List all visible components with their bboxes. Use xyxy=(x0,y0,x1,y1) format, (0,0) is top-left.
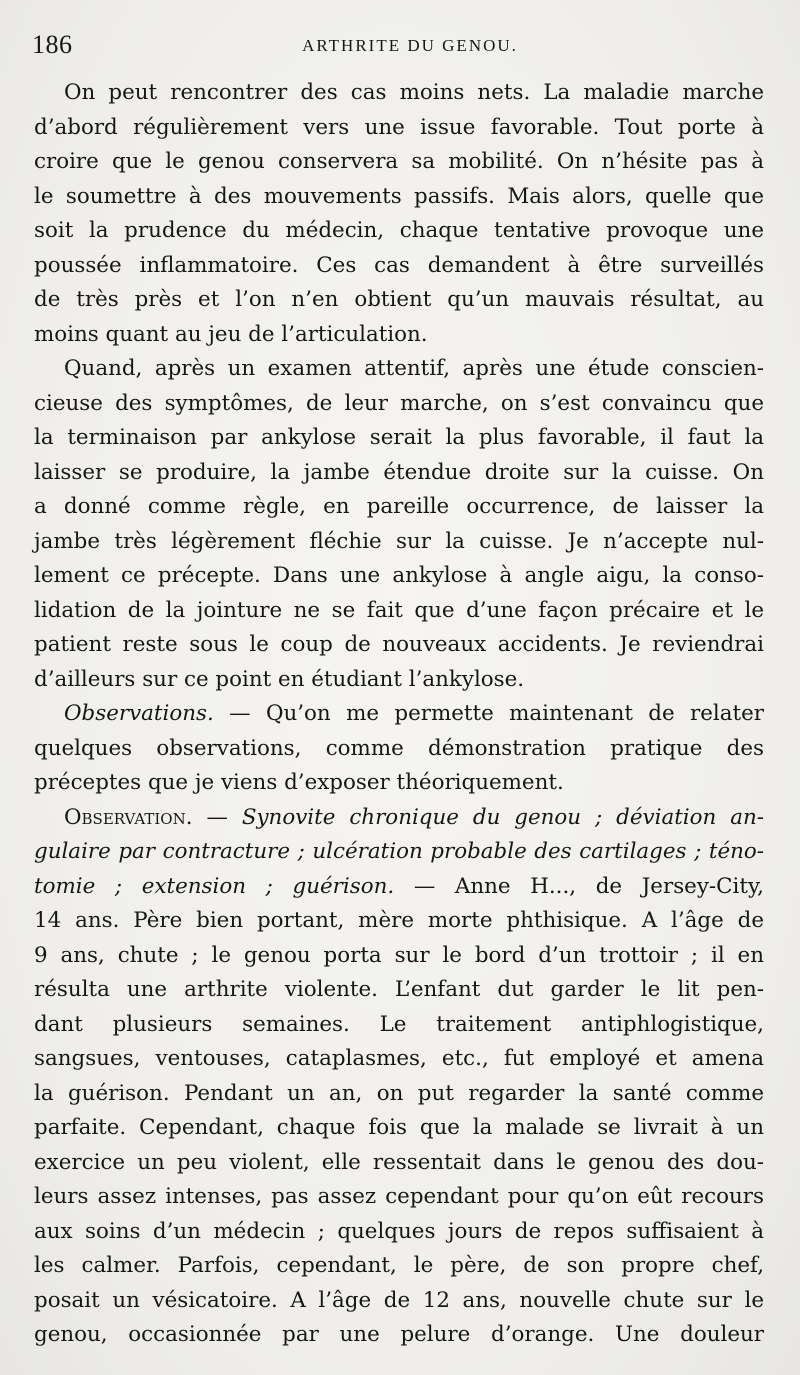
observation-patient: — Anne H..., de Jersey-City, xyxy=(394,873,764,899)
page-number: 186 xyxy=(32,30,73,59)
text-line: dant plusieurs semaines. Le traitement antiphlogistique, xyxy=(34,1011,764,1037)
text-line: exercice un peu violent, elle ressentait dans le genou des dou- xyxy=(34,1149,764,1175)
text-line: la terminaison par ankylose serait la plus favorable, il faut la xyxy=(34,425,764,450)
observations-text: — Qu’on me permette maintenant de relater xyxy=(213,701,764,726)
text-line: croire que le genou conservera sa mobilité. On n’hésite pas à xyxy=(34,149,764,174)
observation-title-end-line xyxy=(34,870,764,905)
text-line: la guérison. Pendant un an, on put regarder la santé comme xyxy=(34,1080,764,1106)
text-line: sangsues, ventouses, cataplasmes, etc., fut employé et amena xyxy=(34,1046,764,1071)
running-head: ARTHRITE DU GENOU. xyxy=(302,36,518,55)
text-line: lement ce précepte. Dans une ankylose à angle aigu, la conso- xyxy=(34,563,764,588)
observation-title-end: tomie ; extension ; guérison. xyxy=(34,873,395,899)
text-line: 14 ans. Père bien portant, mère morte phthisique. A l’âge de xyxy=(34,908,764,933)
text-line: moins quant au jeu de l’articulation. xyxy=(34,321,428,347)
text-line: lidation de la jointure ne se fait que d’une façon précaire et le xyxy=(34,597,764,623)
body-text xyxy=(34,76,764,1353)
text-line: jambe très légèrement fléchie sur la cuisse. Je n’accepte nul- xyxy=(34,528,764,554)
text-line: soit la prudence du médecin, chaque tentative provoque une xyxy=(34,218,764,243)
observation-heading-line xyxy=(34,801,764,836)
text-line: patient reste sous le coup de nouveaux accidents. Je reviendrai xyxy=(34,632,764,657)
text-line: poussée inflammatoire. Ces cas demandent à être surveillés xyxy=(34,252,764,278)
text-line: préceptes que je viens d’exposer théoriquement. xyxy=(34,770,564,795)
text-line: de très près et l’on n’en obtient qu’un mauvais résultat, au xyxy=(34,287,764,312)
text-line: résulta une arthrite violente. L’enfant dut garder le lit pen- xyxy=(34,977,764,1002)
text-line: laisser se produire, la jambe étendue droite sur la cuisse. On xyxy=(34,459,764,485)
text-line: 9 ans, chute ; le genou porta sur le bord d’un trottoir ; il en xyxy=(34,942,764,968)
text-line: aux soins d’un médecin ; quelques jours de repos suffisaient à xyxy=(34,1218,764,1244)
text-line: leurs assez intenses, pas assez cependant pour qu’on eût recours xyxy=(34,1184,764,1209)
observation-title-line: gulaire par contracture ; ulcération probable des cartilages ; téno- xyxy=(34,839,764,864)
observations-label: Observations. xyxy=(64,701,214,726)
text-line: d’abord régulièrement vers une issue favorable. Tout porte à xyxy=(34,114,764,140)
page-header xyxy=(32,30,768,62)
text-line: cieuse des symptômes, de leur marche, on s’est convaincu que xyxy=(34,390,764,416)
observation-dash: — xyxy=(192,804,242,830)
text-line: a donné comme règle, en pareille occurrence, de laisser la xyxy=(34,494,764,519)
text-line: quelques observations, comme démonstration pratique des xyxy=(34,735,764,761)
text-line: genou, occasionnée par une pelure d’orange. Une douleur xyxy=(34,1322,764,1347)
text-line: posait un vésicatoire. A l’âge de 12 ans, nouvelle chute sur le xyxy=(34,1287,764,1313)
text-line: le soumettre à des mouvements passifs. Mais alors, quelle que xyxy=(34,183,764,209)
text-line: Quand, après un examen attentif, après une étude conscien- xyxy=(64,356,764,381)
observation-title: Synovite chronique du genou ; déviation an- xyxy=(241,804,764,830)
text-line: parfaite. Cependant, chaque fois que la malade se livrait à un xyxy=(34,1115,764,1140)
observation-label: Observation. xyxy=(64,804,193,830)
text-line: On peut rencontrer des cas moins nets. La maladie marche xyxy=(64,80,764,105)
observations-line xyxy=(34,697,764,732)
text-line: les calmer. Parfois, cependant, le père, de son propre chef, xyxy=(34,1253,764,1278)
text-line: d’ailleurs sur ce point en étudiant l’ankylose. xyxy=(34,666,525,692)
